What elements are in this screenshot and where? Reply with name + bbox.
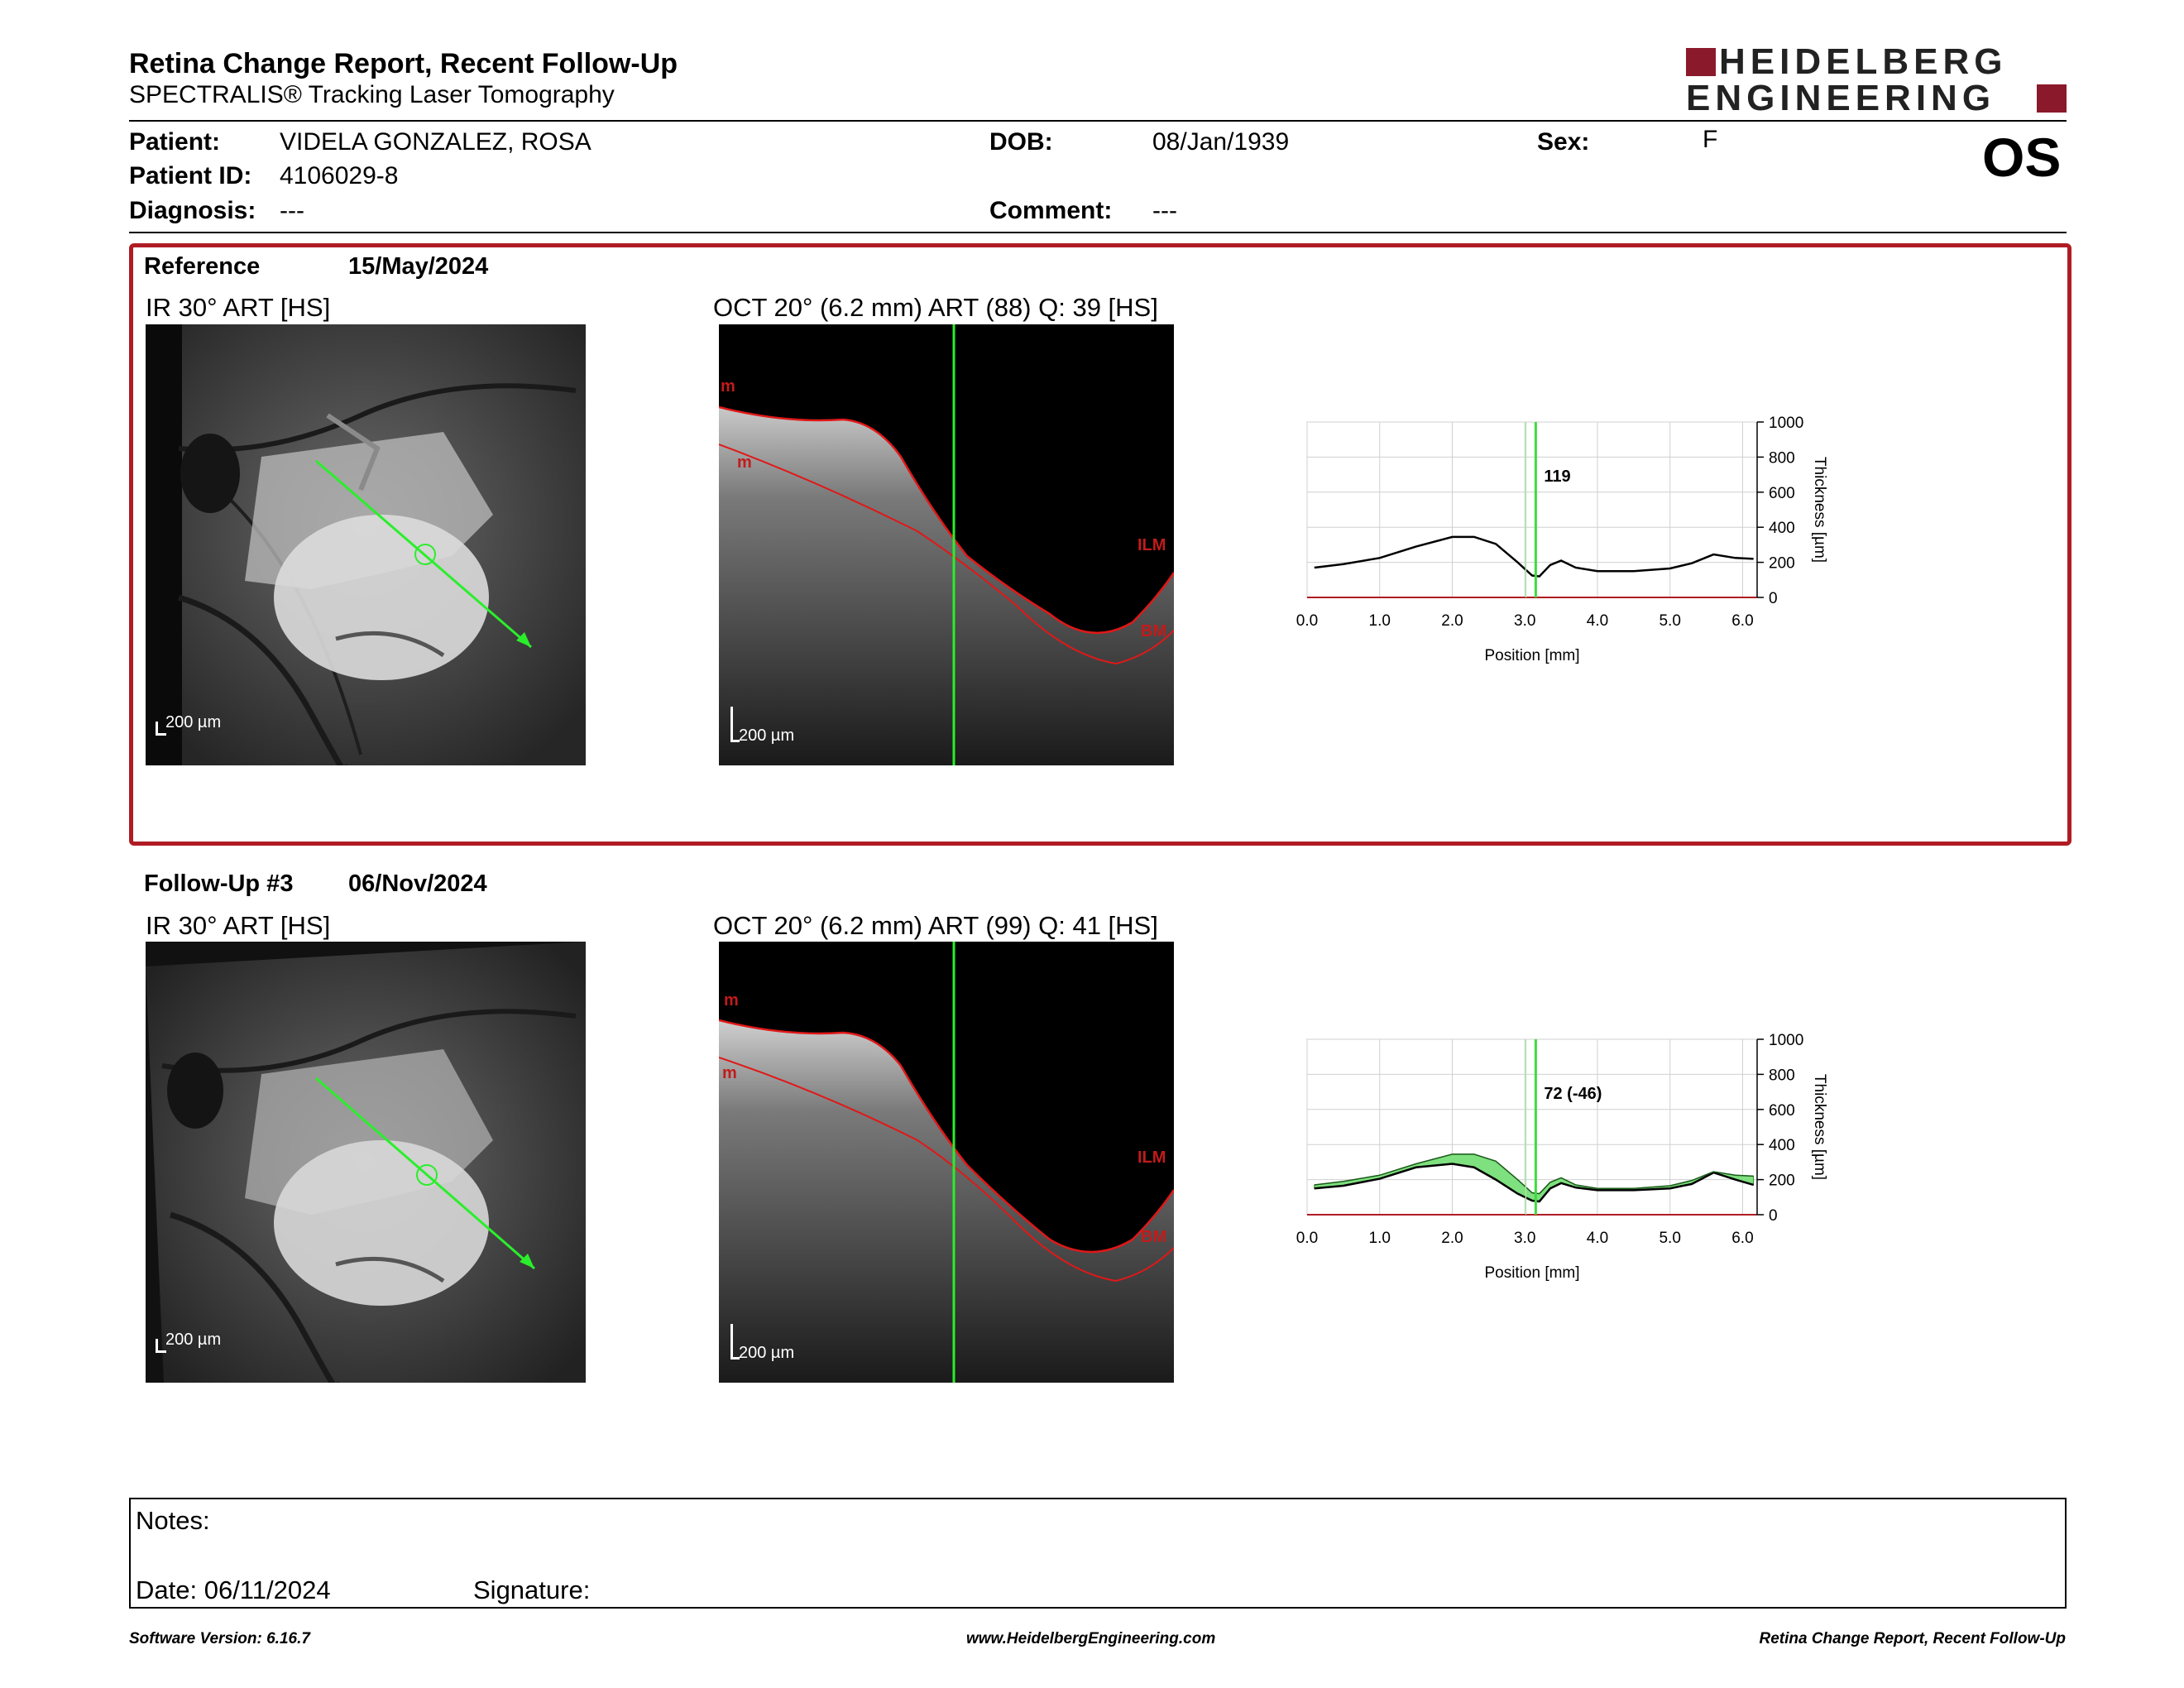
followup-ir-title: IR 30° ART [HS] <box>146 911 331 940</box>
x-tick-label: 0.0 <box>1296 612 1319 630</box>
report-title: Retina Change Report, Recent Follow-Up <box>129 48 678 79</box>
y-tick-label: 1000 <box>1769 1032 1804 1049</box>
logo-square-icon <box>2037 84 2067 113</box>
x-tick-label: 2.0 <box>1441 612 1463 630</box>
x-axis-label: Position [mm] <box>1484 1264 1580 1282</box>
comment-value: --- <box>1152 197 1177 224</box>
oct-label-m2: m <box>737 453 752 472</box>
reference-ir-title: IR 30° ART [HS] <box>146 293 331 322</box>
patient-id-label: Patient ID: <box>129 162 252 189</box>
reference-oct-scale: 200 µm <box>739 727 795 745</box>
dob-value: 08/Jan/1939 <box>1152 128 1290 156</box>
followup-thickness-chart <box>1291 1023 1853 1296</box>
y-axis-label: Thickness [µm] <box>1811 1073 1828 1181</box>
diagnosis-value: --- <box>280 197 304 224</box>
notes-label: Notes: <box>136 1506 210 1535</box>
followup-ir-image[interactable] <box>146 942 586 1383</box>
reference-label: Reference <box>144 253 261 280</box>
patient-label: Patient: <box>129 128 221 156</box>
followup-oct-image[interactable] <box>719 942 1174 1383</box>
notes-date: Date: 06/11/2024 <box>136 1575 331 1604</box>
x-tick-label: 6.0 <box>1731 612 1754 630</box>
y-axis-label: Thickness [µm] <box>1811 456 1828 563</box>
logo-line2: ENGINEERING <box>1686 78 1996 118</box>
x-axis-label: Position [mm] <box>1484 647 1580 664</box>
cursor-value-label: 72 (-46) <box>1544 1085 1602 1104</box>
x-tick-label: 5.0 <box>1659 1230 1681 1247</box>
reference-scan-line-graphic <box>146 324 586 765</box>
followup-ir-scale: 200 µm <box>165 1331 222 1349</box>
notes-box[interactable] <box>129 1498 2067 1609</box>
followup-oct-title: OCT 20° (6.2 mm) ART (99) Q: 41 [HS] <box>713 911 1158 940</box>
sex-value: F <box>1703 126 1718 153</box>
cursor-value-label: 119 <box>1544 468 1571 487</box>
y-tick-label: 0 <box>1769 1207 1778 1225</box>
signature-label: Signature: <box>473 1575 591 1604</box>
reference-ir-image[interactable] <box>146 324 586 765</box>
eye-laterality: OS <box>1982 127 2062 188</box>
heidelberg-logo <box>1686 41 2067 118</box>
x-tick-label: 2.0 <box>1441 1230 1463 1247</box>
x-tick-label: 1.0 <box>1368 612 1391 630</box>
report-subtitle: SPECTRALIS® Tracking Laser Tomography <box>129 81 615 108</box>
footer-software-version: Software Version: 6.16.7 <box>129 1630 310 1647</box>
sex-label: Sex: <box>1537 128 1590 156</box>
reference-oct-title: OCT 20° (6.2 mm) ART (88) Q: 39 [HS] <box>713 293 1158 322</box>
plot-area <box>1307 1039 1757 1215</box>
followup-oct-scale: 200 µm <box>739 1344 795 1362</box>
logo-square-icon <box>1686 48 1716 76</box>
y-tick-label: 800 <box>1769 449 1795 468</box>
oct-label-m2: m <box>722 1064 737 1082</box>
oct-label-ilm: ILM <box>1138 536 1166 554</box>
patient-value: VIDELA GONZALEZ, ROSA <box>280 128 592 156</box>
footer-website[interactable]: www.HeidelbergEngineering.com <box>966 1630 1216 1647</box>
y-tick-label: 600 <box>1769 1101 1795 1120</box>
x-tick-label: 4.0 <box>1586 612 1609 630</box>
x-tick-label: 1.0 <box>1368 1230 1391 1247</box>
x-tick-label: 3.0 <box>1514 1230 1536 1247</box>
oct-label-m1: m <box>721 377 735 396</box>
y-tick-label: 400 <box>1769 1137 1795 1155</box>
y-tick-label: 200 <box>1769 1172 1795 1190</box>
reference-oct-image[interactable] <box>719 324 1174 765</box>
y-tick-label: 800 <box>1769 1067 1795 1085</box>
followup-date: 06/Nov/2024 <box>348 870 487 897</box>
dob-label: DOB: <box>989 128 1053 156</box>
y-tick-label: 1000 <box>1769 415 1804 432</box>
reference-date: 15/May/2024 <box>348 253 489 280</box>
x-tick-label: 5.0 <box>1659 612 1681 630</box>
oct-label-bm: BM <box>1141 1228 1167 1246</box>
followup-label: Follow-Up #3 <box>144 870 294 897</box>
y-tick-label: 0 <box>1769 590 1778 607</box>
diagnosis-label: Diagnosis: <box>129 197 256 224</box>
reference-oct-bscan-graphic <box>719 324 1174 765</box>
y-tick-label: 400 <box>1769 520 1795 538</box>
oct-label-ilm: ILM <box>1138 1149 1166 1167</box>
reference-thickness-chart <box>1291 405 1853 679</box>
oct-label-m1: m <box>724 991 739 1009</box>
header-rule <box>129 120 2067 122</box>
patient-rule <box>129 232 2067 233</box>
logo-line1: HEIDELBERG <box>1719 41 2008 82</box>
plot-area <box>1307 422 1757 597</box>
x-tick-label: 6.0 <box>1731 1230 1754 1247</box>
reference-ir-scale: 200 µm <box>165 713 222 731</box>
x-tick-label: 0.0 <box>1296 1230 1319 1247</box>
footer-report-name: Retina Change Report, Recent Follow-Up <box>1759 1630 2066 1647</box>
x-tick-label: 4.0 <box>1586 1230 1609 1247</box>
y-tick-label: 600 <box>1769 484 1795 502</box>
y-tick-label: 200 <box>1769 554 1795 573</box>
x-tick-label: 3.0 <box>1514 612 1536 630</box>
comment-label: Comment: <box>989 197 1113 224</box>
oct-label-bm: BM <box>1141 622 1167 640</box>
followup-oct-bscan-graphic <box>719 942 1174 1383</box>
followup-scan-line-graphic <box>146 942 586 1383</box>
patient-id-value: 4106029-8 <box>280 162 399 189</box>
